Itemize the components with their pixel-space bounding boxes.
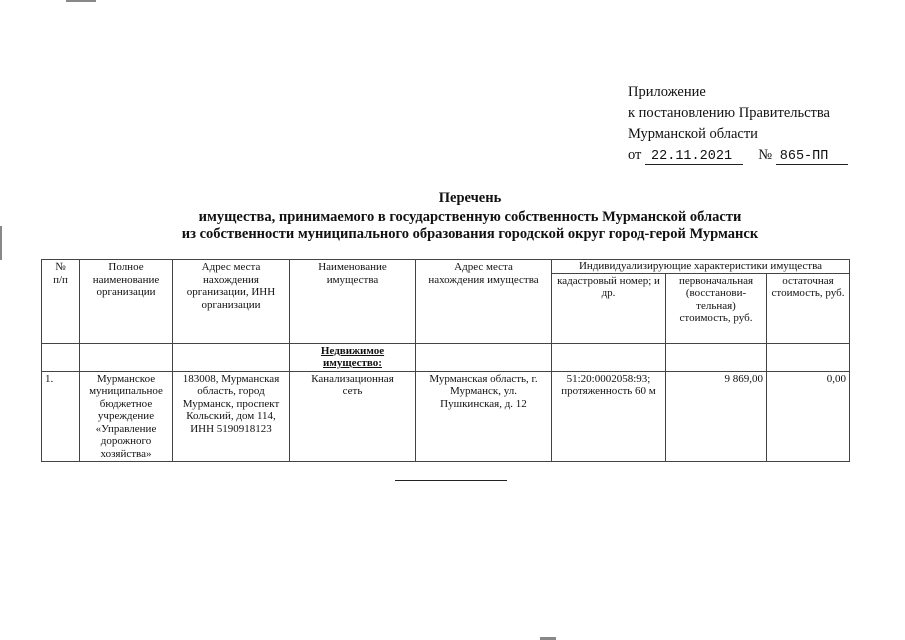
header-org-address: Адрес места нахождения организации, ИНН организации [173, 260, 290, 344]
resolution-date: 22.11.2021 [645, 149, 743, 165]
row-cadastral: 51:20:0002058:93; протяженность 60 м [552, 371, 666, 462]
header-initial-value: первоначальная (восстанови-тельная) стоимость, руб. [666, 273, 767, 343]
title-heading: Перечень [438, 190, 502, 206]
title-line-2: имущества, принимаемого в государственную собственность Мурманской области [198, 209, 742, 225]
row-property-address: Мурманская область, г. Мурманск, ул. Пушкинская, д. 12 [416, 371, 552, 462]
resolution-number: 865-ПП [776, 149, 848, 165]
table-header-row [42, 260, 850, 274]
scan-mark-top [66, 0, 96, 2]
row-initial-value: 9 869,00 [666, 371, 767, 462]
appendix-region: Мурманской области [628, 126, 758, 142]
appendix-block [628, 82, 848, 166]
document-title [120, 190, 820, 243]
header-characteristics: Индивидуализирующие характеристики имущества [552, 260, 850, 274]
table-section-row [42, 343, 850, 371]
header-num: № п/п [42, 260, 80, 344]
header-org-name: Полное наименование организации [80, 260, 173, 344]
appendix-title: Приложение [628, 84, 706, 100]
header-residual-value: остаточная стоимость, руб. [767, 273, 850, 343]
header-property-address: Адрес места нахождения имущества [416, 260, 552, 344]
header-property-name: Наименование имущества [290, 260, 416, 344]
date-prefix: от [628, 147, 642, 163]
row-org-address: 183008, Мурманская область, город Мурманск, проспект Кольский, дом 114, ИНН 5190918123 [173, 371, 290, 462]
row-property-name: Канализационная сеть [290, 371, 416, 462]
number-prefix: № [758, 147, 773, 163]
end-divider [395, 480, 507, 481]
appendix-resolution: к постановлению Правительства [628, 105, 830, 121]
section-title: Недвижимое имущество: [290, 343, 416, 371]
table-row [42, 371, 850, 462]
row-residual-value: 0,00 [767, 371, 850, 462]
header-cadastral: кадастровый номер; и др. [552, 273, 666, 343]
appendix-date-number [628, 145, 848, 166]
title-line-3: из собственности муниципального образования городской округ город-герой Мурманск [181, 226, 759, 242]
row-org-name: Мурманское муниципальное бюджетное учреждение «Управление дорожного хозяйства» [80, 371, 173, 462]
scan-mark-left [0, 226, 2, 260]
row-num: 1. [42, 371, 80, 462]
property-table [41, 259, 850, 462]
